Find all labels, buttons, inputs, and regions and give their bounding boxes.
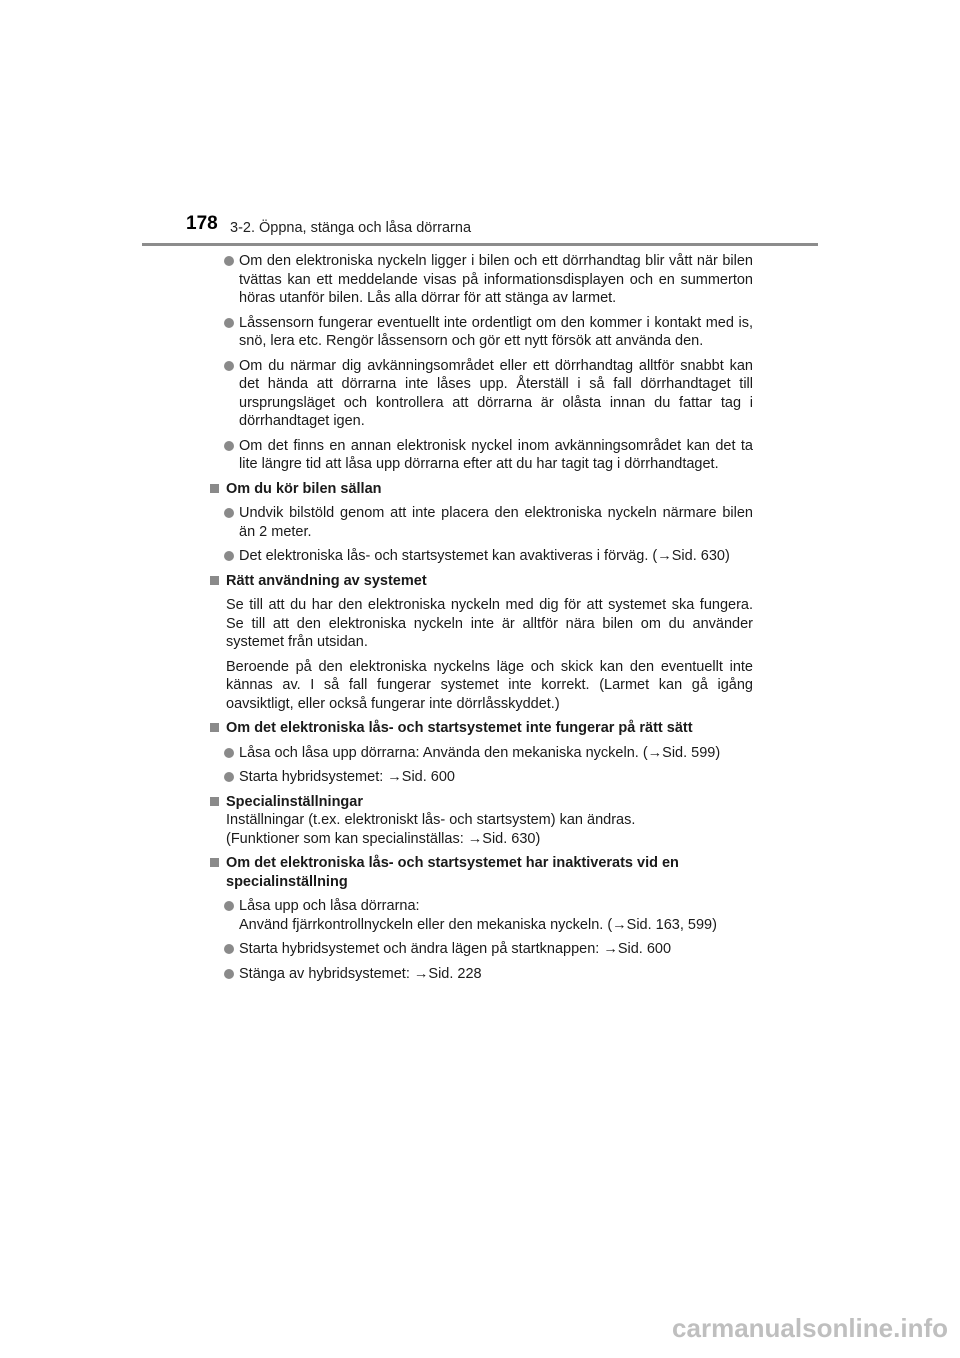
list-item-text: Om du närmar dig avkänningsområdet eller ett dörrhandtag alltför snabbt kan det hända att dörrarna inte låses upp. Återställ i så fall dörrhandtaget till ursprungsläget och kontrollera att dörrarna är olåsta innan du fattar tag i dörrhandtaget igen. xyxy=(239,357,753,429)
section-heading-correct-use: Rätt användning av systemet xyxy=(208,572,753,591)
paragraph: Beroende på den elektroniska nyckelns läge och skick kan den eventuellt inte kännas av. I så fall fungerar systemet inte korrekt. (Larmet kan gå igång oavsiktligt, eller också fungerar inte dörrlåsskyddet.) xyxy=(226,658,753,712)
square-bullet-icon xyxy=(210,858,219,867)
list-item-text: Det elektroniska lås- och startsystemet kan avaktiveras i förväg. (→Sid. 630) xyxy=(239,548,730,564)
bullet-dot-icon xyxy=(224,361,234,371)
list-item-text: Starta hybridsystemet: →Sid. 600 xyxy=(239,769,455,785)
list-item-text: Undvik bilstöld genom att inte placera den elektroniska nyckeln närmare bilen än 2 meter. xyxy=(239,505,753,540)
bullet-dot-icon xyxy=(224,969,234,979)
bullet-dot-icon xyxy=(224,901,234,911)
square-bullet-icon xyxy=(210,797,219,806)
square-bullet-icon xyxy=(210,723,219,732)
list-item xyxy=(208,547,753,566)
bullet-dot-icon xyxy=(224,944,234,954)
square-bullet-icon xyxy=(210,576,219,585)
list-item xyxy=(208,744,753,763)
list-item-text: Om det finns en annan elektronisk nyckel inom avkänningsområdet kan det ta lite längre tid att låsa upp dörrarna efter att du har tagit tag i dörrhandtaget. xyxy=(239,437,753,472)
section-heading-not-working: Om det elektroniska lås- och startsystemet inte fungerar på rätt sätt xyxy=(208,719,753,738)
section-title: 3-2. Öppna, stänga och låsa dörrarna xyxy=(230,220,472,236)
list-item xyxy=(208,357,753,431)
square-bullet-icon xyxy=(210,484,219,493)
bullet-dot-icon xyxy=(224,772,234,782)
watermark: carmanualsonline.info xyxy=(672,1313,948,1343)
list-item xyxy=(208,897,753,934)
list-item-text: Stänga av hybridsystemet: →Sid. 228 xyxy=(239,965,482,982)
list-item xyxy=(208,437,753,474)
bullet-dot-icon xyxy=(224,748,234,758)
list-item-text: Låssensorn fungerar eventuellt inte ordentligt om den kommer i kontakt med is, snö, lera etc. Rengör låssensorn och gör ett nytt försök att använda den. xyxy=(239,314,753,349)
list-item-text: Starta hybridsystemet och ändra lägen på startknappen: →Sid. 600 xyxy=(239,941,672,957)
bullet-dot-icon xyxy=(224,256,234,266)
bullet-dot-icon xyxy=(224,441,234,451)
page-number: 178 xyxy=(186,213,218,234)
bullet-dot-icon xyxy=(224,551,234,561)
section-heading-special: Specialinställningar xyxy=(208,793,753,812)
list-item-text: Låsa upp och låsa dörrarna: Använd fjärrkontrollnyckeln eller den mekaniska nyckeln. (→Sid. 163, 599) xyxy=(239,898,717,933)
list-item xyxy=(208,768,753,787)
list-item xyxy=(208,940,753,959)
list-item-text: Låsa och låsa upp dörrarna: Använda den mekaniska nyckeln. (→Sid. 599) xyxy=(239,744,721,761)
page-content xyxy=(208,252,753,989)
section-heading-rarely: Om du kör bilen sällan xyxy=(208,480,753,499)
header-rule xyxy=(142,243,818,246)
list-item xyxy=(208,314,753,351)
list-item xyxy=(208,504,753,541)
bullet-dot-icon xyxy=(224,508,234,518)
page-header xyxy=(0,0,960,250)
paragraph: Se till att du har den elektroniska nyckeln med dig för att systemet ska fungera. Se till att den elektroniska nyckeln inte är alltför nära bilen om du använder systemet från utsidan. xyxy=(226,597,753,650)
list-item-text: Om den elektroniska nyckeln ligger i bilen och ett dörrhandtag blir vått när bilen tvättas kan ett meddelande visas på informationsdisplayen och en summerton höras utanför bilen. Lås alla dörrar för att stänga av larmet. xyxy=(239,253,753,306)
bullet-dot-icon xyxy=(224,318,234,328)
section-heading-inactivated: Om det elektroniska lås- och startsystemet har inaktiverats vid en specialinställning xyxy=(208,854,753,891)
paragraph: Inställningar (t.ex. elektroniskt lås- och startsystem) kan ändras. (Funktioner som kan specialinställas: →Sid. 630) xyxy=(226,812,636,847)
list-item xyxy=(208,965,753,984)
list-item xyxy=(208,252,753,308)
